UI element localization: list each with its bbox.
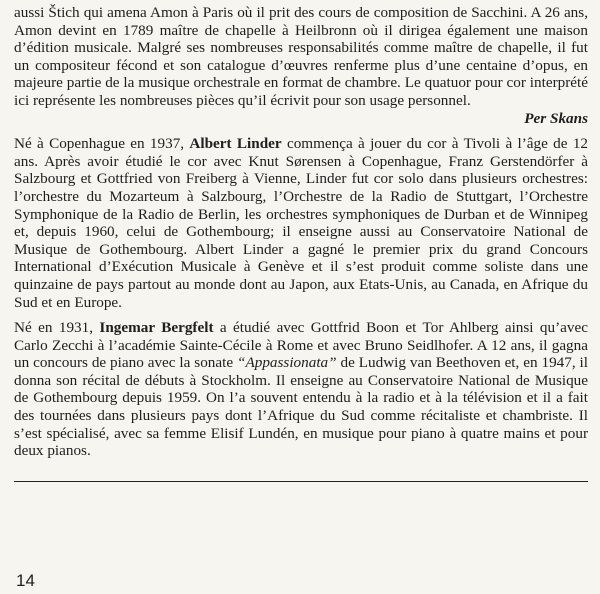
page-body (14, 4, 588, 460)
paragraph-bergfelt: Né en 1931, Ingemar Bergfelt a étudié avec Gottfrid Boon et Tor Ahlberg ainsi qu’avec Carlo Zecchi à l’académie Sainte-Cécile à Rome et avec Bruno Seidlhofer. A 12 ans, il gagna un concours de piano avec la sonate “Appassionata” de Ludwig van Beethoven et, en 1947, il donna son récital de débuts à Stockholm. Il enseigne au Conservatoire National de Musique de Gothembourg depuis 1959. On l’a souvent entendu à la radio et à la télévision et il a fait des tournées dans plusieurs pays dont l’Afrique du Sud comme récitaliste et chambriste. Il s’est spécialisé, avec sa femme Elisif Lundén, en musique pour piano à quatre mains et pour deux pianos. (14, 319, 588, 460)
paragraph-linder: Né à Copenhague en 1937, Albert Linder commença à jouer du cor à Tivoli à l’âge de 12 ans. Après avoir étudié le cor avec Knut Sørensen à Copenhague, Franz Gerstendörfer à Salzbourg et Gottfried von Freiberg à Vienne, Linder fut cor solo dans plusieurs orchestres: l’orchestre du Mozarteum à Salzbourg, l’Orchestre de la Radio de Stuttgart, l’Orchestre Symphonique de la Radio de Berlin, les orchestres symphoniques de Durban et de Winnipeg et, depuis 1960, celui de Gothembourg; il enseigne aussi au Conservatoire National de Musique de Gothembourg. Albert Linder a gagné le premier prix du grand Concours International d’Exécution Musicale à Genève et il s’est produit comme soliste dans une quinzaine de pays partout au monde dont au Japon, aux Etats-Unis, au Canada, en Afrique du Sud et en Europe. (14, 135, 589, 311)
work-title: “Appassionata” (237, 354, 337, 372)
paragraph-amon: aussi Štich qui amena Amon à Paris où il prit des cours de composition de Sacchini. A 26 ans, Amon devint en 1789 maître de chapelle à Heilbronn où il dirigea également une maison d’édition musicale. Malgré ses nombreuses responsabilités comme maître de chapelle, il fut un compositeur fécond et son catalogue d’œuvres renferme plus d’une centaine d’opus, en majeure partie de la musique orchestrale en format de chambre. Le quatuor pour cor interprété ici représente les nombreuses pièces qu’il écrivit pour son usage personnel. (14, 4, 588, 109)
page-number: 14 (16, 571, 35, 590)
horizontal-rule (14, 481, 588, 482)
performer-name-linder: Albert Linder (189, 135, 282, 153)
performer-name-bergfelt: Ingemar Bergfelt (99, 319, 214, 337)
author-signature: Per Skans (524, 109, 588, 127)
